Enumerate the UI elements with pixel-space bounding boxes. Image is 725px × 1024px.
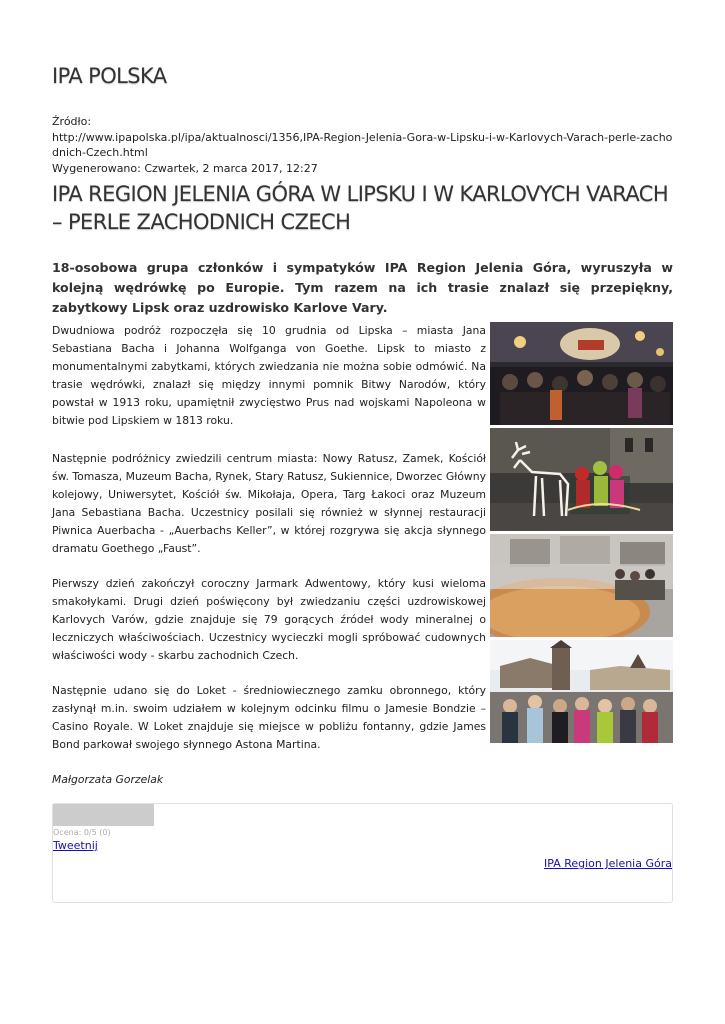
region-link[interactable]: IPA Region Jelenia Góra: [544, 857, 672, 870]
photo-column: [490, 322, 673, 746]
photo-christmas-market: [490, 322, 673, 425]
rating-stars[interactable]: [53, 804, 154, 826]
article-body: [52, 322, 486, 806]
paragraph: Pierwszy dzień zakończył coroczny Jarmark Adwentowy, który kusi wieloma smakołykami. Drugi dzień poświęcony był zwiedzaniu części uzdrowiskowej Karlovych Varów, gdzie znajduje się 79 gorących źródeł wody mineralnej o leczniczych właściwościach. Uczestnicy wycieczki mogli spróbować cudownych właściwości wody - skarbu zachodnich Czech.: [52, 577, 486, 662]
footer-panel: [52, 803, 673, 903]
site-title: IPA POLSKA: [52, 64, 167, 88]
photo-loket-group: [490, 640, 673, 743]
source-url: http://www.ipapolska.pl/ipa/aktualnosci/1356,IPA-Region-Jelenia-Gora-w-Lipsku-i-w-Karlovych-Varach-perle-zachodnich-Czech.html: [52, 130, 673, 159]
photo-reindeer-lights: [490, 428, 673, 531]
source-label: Źródło:: [52, 115, 92, 128]
paragraph: Dwudniowa podróż rozpoczęła się 10 grudnia od Lipska – miasta Jana Sebastiana Bacha i Johanna Wolfganga von Goethe. Lipsk to miasto z monumentalnymi zabytkami, których zwiedzania nie można sobie odmówić. Na trasie wędrówki, znalazł się między innymi pomnik Bitwy Narodów, który powstał w 1913 roku, upamiętnił zwycięstwo Prus nad wojskami Napoleona w bitwie pod Lipskiem w 1813 roku.: [52, 324, 486, 427]
photo-hot-spring: [490, 534, 673, 637]
paragraph: Następnie podróżnicy zwiedzili centrum miasta: Nowy Ratusz, Zamek, Kościół św. Tomasza, Muzeum Bacha, Rynek, Stary Ratusz, Sukiennice, Dworzec Główny kolejowy, Uniwersytet, Kościół św. Mikołaja, Opera, Targ Łakoci oraz Muzeum Jana Sebastiana Bacha. Uczestnicy posilali się również w słynnej restauracji Piwnica Auerbacha - „Auerbachs Keller”, w której rozgrywa się akcja słynnego dramatu Goethego „Faust”.: [52, 452, 486, 555]
paragraph: Następnie udano się do Loket - średniowiecznego zamku obronnego, który zasłynął m.in. swoim udziałem w kolejnym odcinku filmu o Jamesie Bondzie – Casino Royale. W Loket znajduje się miejsce w pobliżu fontanny, gdzie James Bond parkował swojego słynnego Astona Martina.: [52, 684, 486, 751]
article-author: Małgorzata Gorzelak: [52, 773, 164, 786]
source-meta: [52, 114, 674, 176]
tweet-link[interactable]: Tweetnij: [53, 839, 98, 852]
article-lead: 18-osobowa grupa członków i sympatyków IPA Region Jelenia Góra, wyruszyła w kolejną wędrówkę po Europie. Tym razem na ich trasie znalazł się przepiękny, zabytkowy Lipsk oraz uzdrowisko Karlove Vary.: [52, 260, 673, 315]
generated-date: Wygenerowano: Czwartek, 2 marca 2017, 12:27: [52, 161, 318, 175]
rating-text: Ocena: 0/5 (0): [53, 828, 111, 837]
article-title: IPA REGION JELENIA GÓRA W LIPSKU I W KARLOVYCH VARACH – PERLE ZACHODNICH CZECH: [52, 182, 669, 234]
